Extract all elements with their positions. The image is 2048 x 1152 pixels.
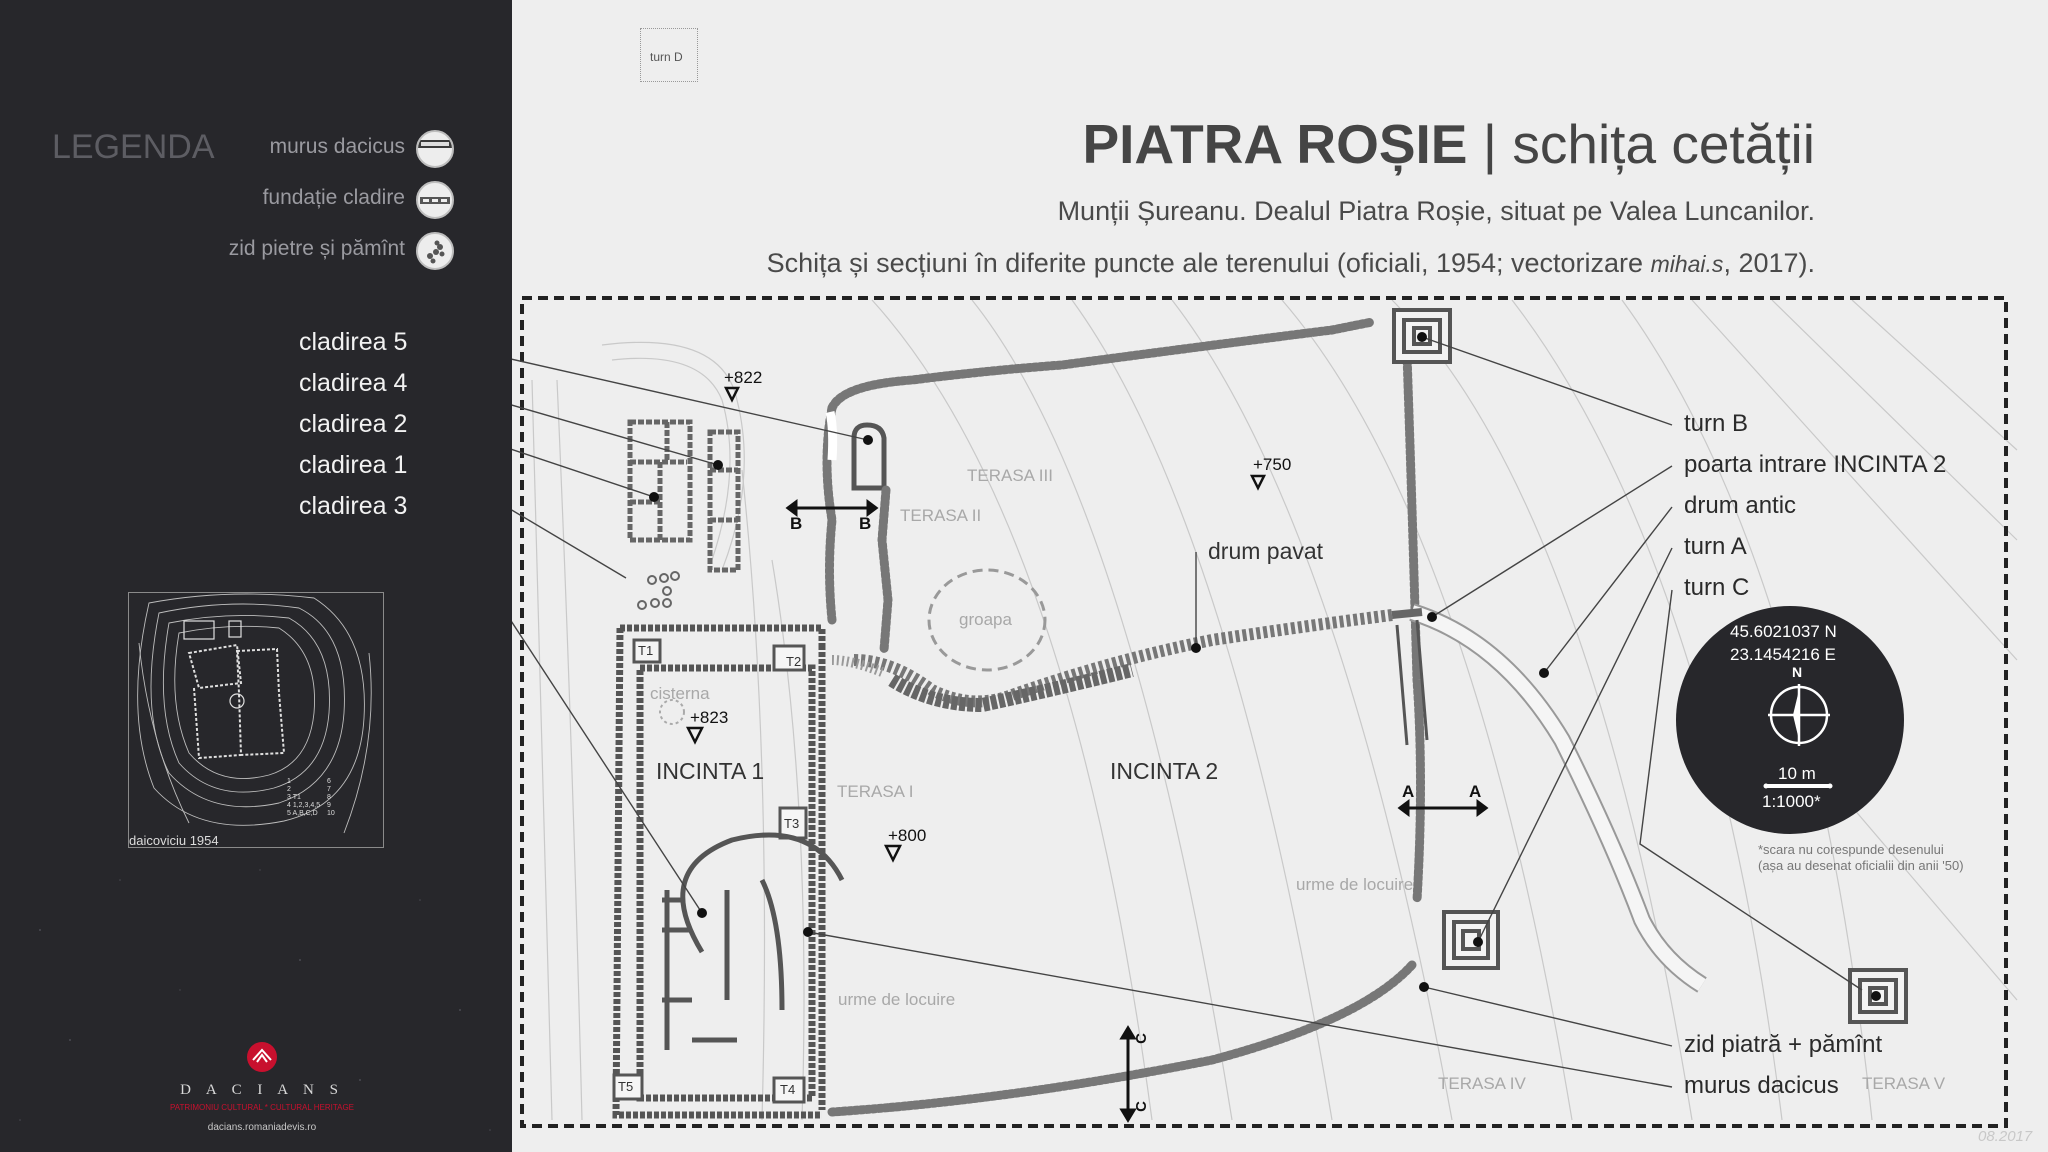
- terrace-1-label: TERASA I: [837, 782, 914, 801]
- legend-title: LEGENDA: [52, 128, 215, 166]
- incinta-1-label: INCINTA 1: [656, 758, 765, 784]
- svg-text:10: 10: [327, 810, 335, 817]
- stone-earth-wall-icon: [416, 232, 454, 270]
- section-c-top: C: [1132, 1033, 1150, 1044]
- terrace-3-label: TERASA III: [967, 466, 1053, 485]
- starfield: [0, 0, 512, 1152]
- building-label-2: cladirea 2: [299, 410, 408, 438]
- subtitle-source: Schița și secțiuni în diferite puncte ale terenului (oficiali, 1954; vectorizare mihai.s, 2017).: [766, 248, 1815, 278]
- inset-contours: [129, 593, 383, 847]
- section-c-bottom: C: [1132, 1101, 1150, 1112]
- building-1-circles: [638, 572, 679, 609]
- cistern-label: cisterna: [650, 684, 710, 703]
- section-markers: [788, 502, 1486, 1120]
- elevation-823: +823: [690, 708, 729, 727]
- legend-foundation-label: fundație cladire: [262, 186, 405, 209]
- section-a-right: A: [1469, 782, 1482, 801]
- building-label-3: cladirea 3: [299, 492, 408, 520]
- scale-note-2: (așa au desenat oficialii din anii '50): [1758, 858, 1964, 873]
- tower-t4-label: T4: [780, 1082, 796, 1097]
- paved-road: [854, 615, 1392, 701]
- brand-block: [122, 1040, 402, 1133]
- tower-d-label: turn D: [650, 50, 683, 64]
- brand-url[interactable]: dacians.romaniadevis.ro: [207, 1122, 317, 1133]
- habitation-label-1: urme de locuire: [838, 990, 956, 1009]
- inset-caption: daicoviciu 1954: [129, 833, 219, 848]
- subtitle-location: Munții Șureanu. Dealul Piatra Roșie, situat pe Valea Luncanilor.: [1057, 196, 1815, 226]
- scale-note-1: *scara nu corespunde desenului: [1758, 842, 1944, 857]
- elevation-800: +800: [888, 826, 927, 845]
- brand-name: D A C I A N S: [180, 1082, 344, 1098]
- paved-road-label: drum pavat: [1208, 538, 1324, 564]
- terrace-5-label: TERASA V: [1862, 1074, 1946, 1093]
- right-label-turn-b: turn B: [1684, 410, 1749, 437]
- tower-t2-label: T2: [786, 654, 802, 669]
- compass-latitude: 45.6021037 N: [1730, 622, 1837, 641]
- svg-text:6: 6: [327, 778, 331, 785]
- building-label-1: cladirea 1: [299, 451, 408, 479]
- page-title: PIATRA ROȘIE | schița cetății: [1082, 113, 1815, 175]
- svg-text:1: 1: [287, 778, 291, 785]
- compass-north-label: N: [1792, 664, 1803, 680]
- tower-a: [1444, 912, 1498, 968]
- sidebar: [0, 0, 512, 1152]
- dacians-logo-icon: [245, 1040, 279, 1074]
- terrace-4-label: TERASA IV: [1438, 1074, 1526, 1093]
- legend-stone-earth-label: zid pietre și pămînt: [228, 237, 405, 260]
- terrace-2-label: TERASA II: [900, 506, 982, 525]
- compass-ratio: 1:1000*: [1762, 792, 1821, 811]
- svg-text:7: 7: [327, 786, 331, 793]
- right-label-ancient-road: drum antic: [1684, 492, 1797, 519]
- building-label-5: cladirea 5: [299, 328, 408, 356]
- svg-text:2: 2: [287, 786, 291, 793]
- habitation-label-2: urme de locuire: [1296, 875, 1414, 894]
- right-label-turn-a: turn A: [1684, 533, 1747, 560]
- pit-label: groapa: [959, 610, 1012, 629]
- elevation-822: +822: [724, 368, 763, 387]
- foundation-icon: [416, 181, 454, 219]
- murus-dacicus-icon: [416, 130, 454, 168]
- compass-longitude: 23.1454216 E: [1730, 645, 1836, 664]
- svg-text:9: 9: [327, 802, 331, 809]
- site-map: [512, 0, 2048, 1152]
- building-5-outline: [854, 425, 884, 488]
- main-area: [512, 0, 2048, 1152]
- date-stamp: 08.2017: [1978, 1128, 2033, 1145]
- inset-map: [128, 592, 384, 848]
- section-b-right: B: [859, 514, 872, 533]
- elevation-750: +750: [1253, 455, 1292, 474]
- right-label-stone-earth-wall: zid piatră + pămînt: [1684, 1031, 1883, 1058]
- svg-text:3 T1: 3 T1: [287, 794, 301, 801]
- tower-t3-label: T3: [784, 816, 800, 831]
- svg-text:5 A,B,C,D: 5 A,B,C,D: [287, 810, 318, 817]
- right-label-turn-c: turn C: [1684, 574, 1750, 601]
- tower-t5-label: T5: [618, 1079, 634, 1094]
- legend-murus-label: murus dacicus: [269, 135, 405, 158]
- incinta-2-label: INCINTA 2: [1110, 758, 1219, 784]
- compass-scale: 10 m: [1778, 764, 1816, 783]
- brand-tagline: PATRIMONIU CULTURAL * CULTURAL HERITAGE: [169, 1103, 355, 1112]
- section-b-left: B: [790, 514, 803, 533]
- tower-t1-label: T1: [638, 643, 654, 658]
- section-a-left: A: [1402, 782, 1415, 801]
- svg-text:4 1,2,3,4,5: 4 1,2,3,4,5: [287, 802, 321, 809]
- right-label-murus-dacicus: murus dacicus: [1684, 1072, 1839, 1099]
- svg-text:8: 8: [327, 794, 331, 801]
- building-label-4: cladirea 4: [299, 369, 408, 397]
- right-label-gate: poarta intrare INCINTA 2: [1684, 451, 1947, 478]
